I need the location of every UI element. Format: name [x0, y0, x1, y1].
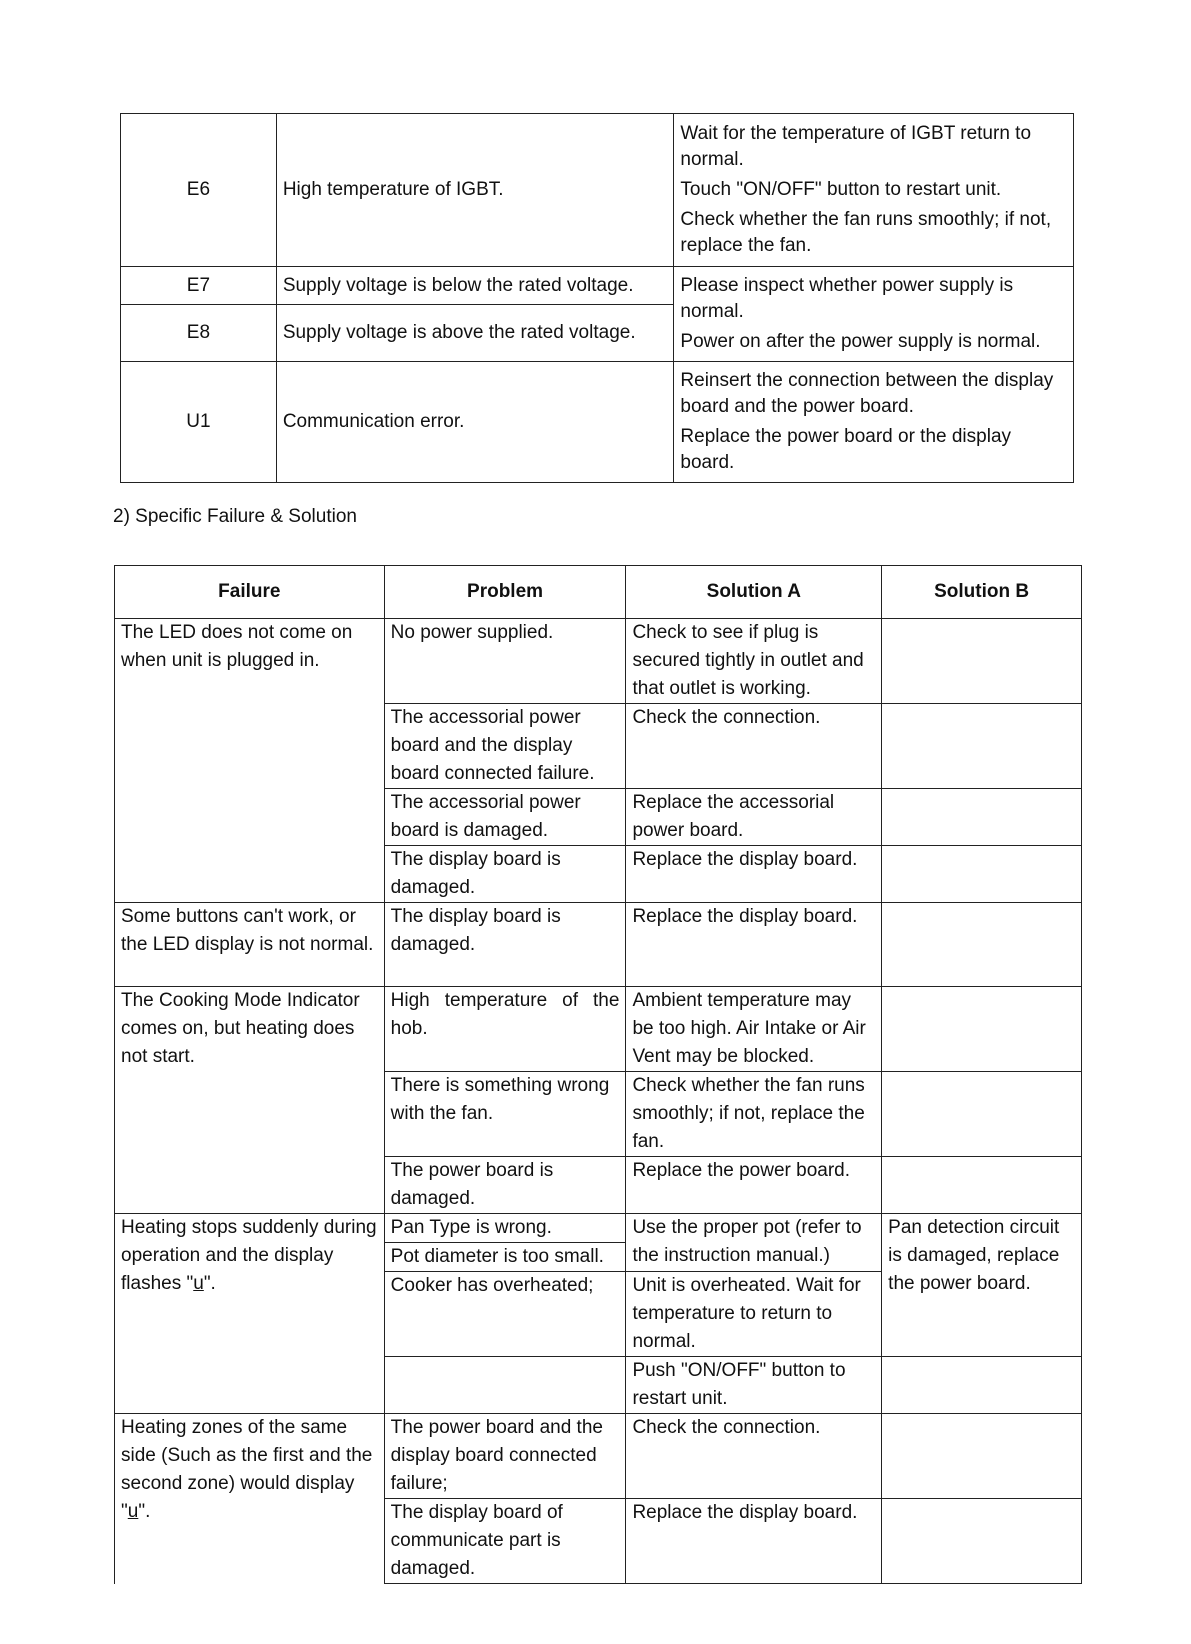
solution-step: Please inspect whether power supply is normal. — [680, 275, 1014, 322]
solution-b-cell — [882, 789, 1082, 846]
solution-a-cell: Check to see if plug is secured tightly in outlet and that outlet is working. — [626, 619, 882, 704]
table-header-row — [115, 566, 1082, 619]
solution-a-cell: Replace the display board. — [626, 903, 882, 987]
solution-b-cell — [882, 1357, 1082, 1414]
problem-cell: The power board and the display board connected failure; — [384, 1414, 626, 1499]
error-solutions — [674, 267, 1074, 362]
solution-a-cell: Push "ON/OFF" button to restart unit. — [626, 1357, 882, 1414]
solution-b-cell — [882, 846, 1082, 903]
section-title: 2) Specific Failure & Solution — [113, 506, 357, 527]
solution-step: Replace the power board or the display board. — [680, 426, 1012, 473]
table-row — [115, 987, 1082, 1072]
problem-cell: The accessorial power board and the display board connected failure. — [384, 704, 626, 789]
error-row-e7 — [121, 267, 1074, 305]
solution-b-cell — [882, 1072, 1082, 1157]
failure-solution-table — [114, 565, 1082, 1584]
solution-b-cell — [882, 619, 1082, 704]
solution-step: Wait for the temperature of IGBT return to normal. — [680, 123, 1032, 170]
problem-cell: Pan Type is wrong. — [384, 1214, 626, 1243]
failure-cell — [115, 1214, 385, 1414]
solution-step: Touch "ON/OFF" button to restart unit. — [680, 179, 1002, 200]
solution-a-cell: Check the connection. — [626, 1414, 882, 1499]
error-cause: Communication error. — [276, 362, 674, 483]
solution-b-cell — [882, 704, 1082, 789]
solution-a-cell: Check the connection. — [626, 704, 882, 789]
error-solutions — [674, 362, 1074, 483]
solution-a-cell: Replace the accessorial power board. — [626, 789, 882, 846]
solution-a-cell: Unit is overheated. Wait for temperature to return to normal. — [626, 1272, 882, 1357]
failure-cell: The Cooking Mode Indicator comes on, but heating does not start. — [115, 987, 385, 1214]
failure-code-u: u — [127, 1501, 139, 1522]
error-code-table — [120, 113, 1074, 483]
table-row — [115, 1214, 1082, 1243]
error-solutions — [674, 114, 1074, 267]
problem-cell: The accessorial power board is damaged. — [384, 789, 626, 846]
solution-a-cell: Use the proper pot (refer to the instruction manual.) — [626, 1214, 882, 1272]
solution-a-cell: Replace the power board. — [626, 1157, 882, 1214]
failure-cell: The LED does not come on when unit is plugged in. — [115, 619, 385, 903]
solution-step: Power on after the power supply is normal. — [680, 331, 1041, 352]
failure-code-u: u — [193, 1273, 204, 1294]
error-code: E7 — [121, 267, 277, 305]
failure-cell — [115, 1414, 385, 1584]
solution-a-cell: Ambient temperature may be too high. Air Intake or Air Vent may be blocked. — [626, 987, 882, 1072]
failure-cell: Some buttons can't work, or the LED display is not normal. — [115, 903, 385, 987]
column-header: Solution B — [882, 566, 1082, 619]
solution-b-cell — [882, 903, 1082, 987]
failure-text: Heating zones of the same side (Such as the first and the second zone) would display " — [121, 1417, 373, 1522]
error-code: E8 — [121, 305, 277, 362]
solution-step: Check whether the fan runs smoothly; if not, replace the fan. — [680, 209, 1052, 256]
problem-cell: High temperature of the hob. — [384, 987, 626, 1072]
column-header: Failure — [115, 566, 385, 619]
problem-cell: Cooker has overheated; — [384, 1272, 626, 1357]
error-cause: Supply voltage is below the rated voltage. — [276, 267, 674, 305]
failure-text: ". — [138, 1501, 151, 1522]
problem-cell — [384, 1357, 626, 1414]
problem-cell: There is something wrong with the fan. — [384, 1072, 626, 1157]
solution-b-cell — [882, 987, 1082, 1072]
column-header: Solution A — [626, 566, 882, 619]
failure-text: Heating stops suddenly during operation and the display flashes " — [121, 1217, 377, 1294]
error-code: U1 — [121, 362, 277, 483]
problem-cell: The display board is damaged. — [384, 903, 626, 987]
problem-cell: The display board of communicate part is damaged. — [384, 1499, 626, 1584]
solution-b-cell — [882, 1157, 1082, 1214]
error-row-e6 — [121, 114, 1074, 267]
problem-cell: The power board is damaged. — [384, 1157, 626, 1214]
error-code: E6 — [121, 114, 277, 267]
problem-cell: The display board is damaged. — [384, 846, 626, 903]
column-header: Problem — [384, 566, 626, 619]
table-row — [115, 1414, 1082, 1499]
table-row — [115, 619, 1082, 704]
solution-a-cell: Replace the display board. — [626, 846, 882, 903]
error-cause: Supply voltage is above the rated voltage. — [276, 305, 674, 362]
table-row — [115, 903, 1082, 987]
solution-a-cell: Check whether the fan runs smoothly; if not, replace the fan. — [626, 1072, 882, 1157]
solution-b-cell — [882, 1414, 1082, 1499]
solution-step: Reinsert the connection between the display board and the power board. — [680, 370, 1054, 417]
error-cause: High temperature of IGBT. — [276, 114, 674, 267]
problem-cell: Pot diameter is too small. — [384, 1243, 626, 1272]
failure-text: ". — [203, 1273, 216, 1294]
solution-b-cell: Pan detection circuit is damaged, replace the power board. — [882, 1214, 1082, 1357]
error-row-u1 — [121, 362, 1074, 483]
problem-cell: No power supplied. — [384, 619, 626, 704]
solution-b-cell — [882, 1499, 1082, 1584]
solution-a-cell: Replace the display board. — [626, 1499, 882, 1584]
